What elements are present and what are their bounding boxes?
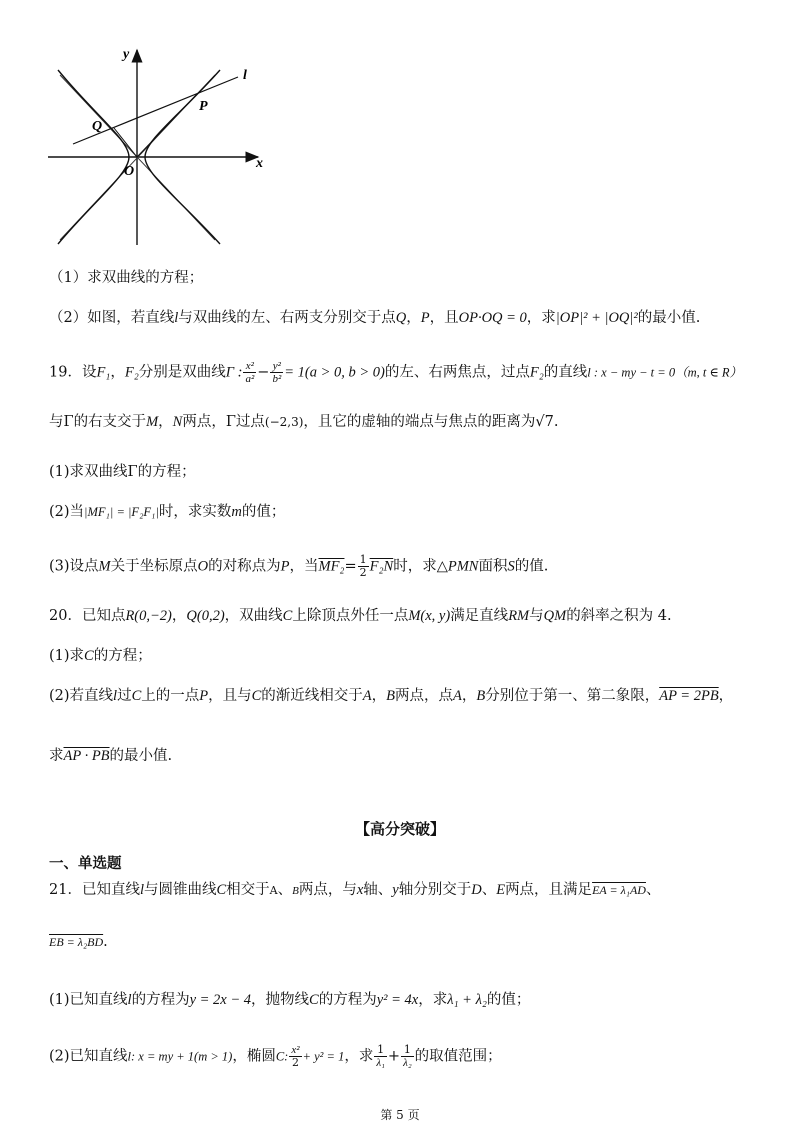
var-b: B bbox=[476, 688, 486, 704]
text: 的方程； bbox=[137, 464, 196, 480]
frac-x2-a2 bbox=[243, 360, 256, 385]
text: 的渐近线相交于 bbox=[261, 688, 363, 704]
var-a: A bbox=[269, 884, 278, 897]
text: 的取值范围； bbox=[414, 1048, 502, 1065]
dot-product-condition: OP·OQ = 0 bbox=[458, 310, 527, 326]
text: ， bbox=[406, 310, 421, 326]
frac-y2-b2 bbox=[270, 360, 283, 385]
text: 的最小值. bbox=[637, 310, 701, 326]
vector-ea: EA = λ₁AD bbox=[592, 883, 646, 897]
point-m: M(x, y) bbox=[408, 608, 451, 624]
text: 与圆锥曲线 bbox=[143, 882, 217, 898]
q19-part2 bbox=[49, 502, 285, 522]
q20-part3 bbox=[49, 746, 172, 766]
text: ， bbox=[110, 364, 125, 381]
text: 时，求 bbox=[393, 558, 437, 575]
var-p: P bbox=[199, 688, 209, 704]
q20-line1 bbox=[49, 606, 672, 626]
text: ，求 bbox=[344, 1048, 374, 1065]
denominator: b² bbox=[272, 373, 282, 385]
gamma: Γ bbox=[127, 464, 138, 480]
q19-line1: 19．设F₁，F₂分别是双曲线Γ : $\frac{\text{x²}}{\text{a²}}$ − $\frac{\text{y²}}{\text{b²}}$ = 1(a > 0, b > 0)的左、右两焦点，过点F₂的直线l : x − my − t = 0（m, t ∈ R） bbox=[49, 360, 742, 385]
line-rm: RM bbox=[508, 608, 530, 624]
frac-1-lambda1 bbox=[374, 1044, 387, 1069]
point-q: Q(0,2) bbox=[186, 608, 225, 624]
text: ， bbox=[461, 688, 477, 704]
text: ，椭圆 bbox=[232, 1048, 276, 1065]
line-equation: l : x − my − t = 0 bbox=[587, 365, 676, 380]
text: . bbox=[103, 934, 108, 950]
text: 的左、右两焦点，过点 bbox=[384, 364, 530, 381]
text: 的方程； bbox=[93, 648, 152, 664]
lambda-sum: λ₁ + λ₂ bbox=[447, 992, 487, 1008]
text: （2）如图，若直线 bbox=[49, 310, 175, 326]
q18-part1: （1）求双曲线的方程； bbox=[49, 270, 204, 286]
sqrt-seven: √7 bbox=[535, 414, 554, 430]
numerator: x² bbox=[291, 1044, 300, 1056]
label-p: P bbox=[199, 99, 208, 114]
text: ，且与 bbox=[208, 688, 252, 704]
point-r: R(0,−2) bbox=[125, 608, 172, 624]
var-c: C bbox=[309, 992, 319, 1008]
text: 轴分别交于 bbox=[398, 882, 472, 898]
q20-part1 bbox=[49, 646, 152, 666]
text: (2)当 bbox=[49, 504, 85, 520]
text: ，且它的虚轴的端点与焦点的距离为 bbox=[303, 414, 536, 430]
section-heading: 【高分突破】 bbox=[354, 820, 445, 838]
line-equation: l: x = my + 1(m > 1) bbox=[127, 1049, 233, 1064]
text: 上的一点 bbox=[141, 688, 200, 704]
var-c: C bbox=[282, 608, 293, 624]
var-c: C bbox=[84, 648, 94, 664]
var-l: l bbox=[113, 688, 118, 704]
sum-of-squares-expr: |OP|² + |OQ|² bbox=[555, 310, 638, 326]
ellipse-label: C: bbox=[275, 1049, 289, 1064]
text: 两点，点 bbox=[395, 688, 453, 704]
var-c: C bbox=[216, 882, 227, 898]
text: 面积 bbox=[478, 558, 508, 575]
text: 分别位于第一、第二象限， bbox=[485, 688, 660, 704]
vector-mf2: MF₂ bbox=[318, 558, 345, 575]
text: ，求 bbox=[526, 310, 556, 326]
segment-op bbox=[137, 93, 198, 157]
text: 时，求实数 bbox=[158, 504, 232, 520]
frac-x2-2 bbox=[289, 1044, 301, 1069]
text: (2)已知直线 bbox=[49, 1048, 128, 1065]
frac-half bbox=[358, 554, 369, 579]
q21-part2 bbox=[49, 1044, 502, 1069]
numerator: 1 bbox=[374, 1044, 387, 1057]
gamma: Γ : bbox=[225, 364, 243, 381]
text: ，求 bbox=[418, 992, 448, 1008]
equation-rhs: = 1(a > 0, b > 0) bbox=[284, 364, 385, 381]
text: (2)若直线 bbox=[49, 688, 114, 704]
text: ，且 bbox=[429, 310, 459, 326]
text: 两点，与 bbox=[298, 882, 357, 898]
var-o: O bbox=[197, 558, 209, 575]
distance-condition: |MF₁| = |F₂F₁| bbox=[84, 505, 159, 519]
var-y: y bbox=[392, 882, 399, 898]
var-b: B bbox=[386, 688, 395, 704]
q20-part2 bbox=[49, 686, 733, 706]
var-f1: F₁ bbox=[96, 364, 111, 381]
text: ，双曲线 bbox=[224, 608, 283, 624]
text: 的斜率之积为 4. bbox=[566, 608, 672, 624]
text: (3)设点 bbox=[49, 558, 99, 575]
var-d: D bbox=[471, 882, 482, 898]
var-p: P bbox=[280, 558, 290, 575]
label-y: y bbox=[123, 47, 130, 62]
text: 相交于 bbox=[226, 882, 270, 898]
denominator: λ₁ bbox=[376, 1057, 385, 1069]
q19-part1 bbox=[49, 462, 196, 482]
label-q: Q bbox=[92, 119, 103, 134]
text: 与 bbox=[529, 608, 544, 624]
line-qm: QM bbox=[543, 608, 567, 624]
var-f2: F₂ bbox=[124, 364, 139, 381]
text: ， bbox=[158, 414, 173, 430]
text: 、 bbox=[481, 882, 497, 898]
var-p: P bbox=[420, 310, 430, 326]
text: 过 bbox=[117, 688, 132, 704]
numerator: 1 bbox=[359, 553, 367, 566]
text: ， bbox=[371, 688, 387, 704]
plus: + bbox=[387, 1048, 401, 1065]
var-m: M bbox=[98, 558, 111, 575]
q21-line2 bbox=[49, 932, 108, 952]
denominator: λ₂ bbox=[403, 1057, 412, 1069]
text: 与双曲线的左、右两支分别交于点 bbox=[178, 310, 396, 326]
numerator: y² bbox=[270, 360, 283, 373]
var-a: A bbox=[362, 688, 372, 704]
parabola-equation: y² = 4x bbox=[376, 992, 419, 1008]
text: 两点， bbox=[182, 414, 226, 430]
vector-eb: EB = λ₂BD bbox=[49, 935, 104, 949]
q19-line2 bbox=[49, 412, 558, 432]
var-q: Q bbox=[395, 310, 407, 326]
var-m: m bbox=[231, 504, 242, 520]
text: (1)求 bbox=[49, 648, 85, 664]
gamma: Γ bbox=[225, 414, 236, 430]
text: ，抛物线 bbox=[251, 992, 310, 1008]
var-l: l bbox=[139, 882, 144, 898]
frac-1-lambda2 bbox=[401, 1044, 414, 1069]
text: 上除顶点外任一点 bbox=[292, 608, 409, 624]
var-x: x bbox=[356, 882, 364, 898]
point: (−2,3) bbox=[264, 415, 304, 429]
q21-line1 bbox=[49, 880, 660, 901]
q21-part1 bbox=[49, 990, 530, 1010]
label-l: l bbox=[243, 68, 247, 83]
label-o: O bbox=[124, 164, 135, 179]
text: 的对称点为 bbox=[208, 558, 281, 575]
line-equation: y = 2x − 4 bbox=[189, 992, 252, 1008]
var-l: l bbox=[174, 310, 179, 326]
gamma: Γ bbox=[63, 414, 74, 430]
param-domain: （m, t ∈ R） bbox=[675, 365, 742, 380]
text: 的值. bbox=[514, 558, 549, 575]
text: 20．已知点 bbox=[49, 608, 126, 624]
text: 、 bbox=[277, 882, 293, 898]
text: 求 bbox=[49, 748, 64, 764]
text: 与 bbox=[49, 414, 64, 430]
text: 分别是双曲线 bbox=[138, 364, 226, 381]
text: 的值； bbox=[241, 504, 286, 520]
vector-f2n: F₂N bbox=[369, 558, 394, 575]
text: 的右支交于 bbox=[73, 414, 147, 430]
text: 的方程为 bbox=[318, 992, 377, 1008]
label-x: x bbox=[256, 156, 263, 171]
vector-condition: AP = 2PB bbox=[659, 688, 719, 704]
text: 的方程为 bbox=[131, 992, 190, 1008]
text: 21．已知直线 bbox=[49, 882, 140, 898]
denominator: 2 bbox=[359, 566, 367, 579]
text: 轴、 bbox=[363, 882, 393, 898]
var-c: C bbox=[251, 688, 262, 704]
numerator: x² bbox=[243, 360, 256, 373]
var-s: S bbox=[507, 558, 515, 575]
equals: = bbox=[344, 558, 357, 575]
text: 的值； bbox=[486, 992, 531, 1008]
text: 两点，且满足 bbox=[505, 882, 593, 898]
denominator: 2 bbox=[291, 1056, 299, 1069]
text: (1)已知直线 bbox=[49, 992, 128, 1008]
text: 、 bbox=[645, 882, 661, 898]
numerator: 1 bbox=[401, 1044, 414, 1057]
text: 的直线 bbox=[543, 364, 588, 381]
q18-part2 bbox=[49, 308, 700, 328]
var-l: l bbox=[127, 992, 132, 1008]
var-n: N bbox=[172, 414, 183, 430]
text: ， bbox=[171, 608, 187, 624]
text: ， bbox=[718, 688, 734, 704]
text: 19．设 bbox=[49, 364, 97, 381]
denominator: a² bbox=[245, 373, 255, 385]
text: 过点 bbox=[235, 414, 265, 430]
var-m: M bbox=[146, 414, 159, 430]
vector-dot-product: AP · PB bbox=[63, 748, 110, 764]
var-c: C bbox=[131, 688, 142, 704]
text: 满足直线 bbox=[450, 608, 509, 624]
var-f2: F₂ bbox=[529, 364, 544, 381]
var-e: E bbox=[496, 882, 506, 898]
text: 关于坐标原点 bbox=[110, 558, 198, 575]
triangle-pmn: △PMN bbox=[436, 558, 479, 575]
text: (1)求双曲线 bbox=[49, 464, 128, 480]
var-b: B bbox=[292, 885, 299, 897]
hyperbola-figure bbox=[40, 40, 280, 250]
text: ，当 bbox=[289, 558, 319, 575]
section-title: 一、单选题 bbox=[49, 856, 122, 872]
segment-oq bbox=[114, 128, 137, 157]
text: . bbox=[553, 414, 559, 430]
text: 的最小值. bbox=[109, 748, 173, 764]
ellipse-rest: + y² = 1 bbox=[302, 1049, 345, 1064]
var-a: A bbox=[453, 688, 462, 704]
page-number: 第 5 页 bbox=[380, 1108, 420, 1122]
q19-part3 bbox=[49, 554, 548, 579]
